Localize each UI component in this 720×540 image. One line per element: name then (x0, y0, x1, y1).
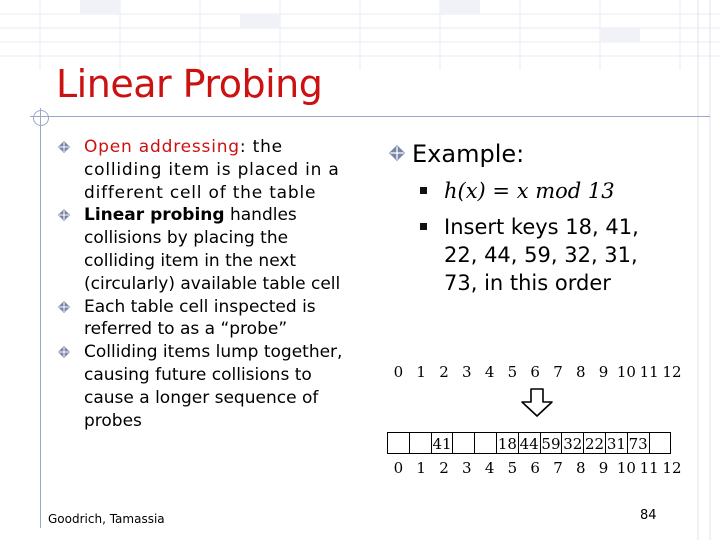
diamond-bullet-icon (58, 346, 70, 358)
right-edge-decoration (690, 0, 720, 540)
diamond-bullet-icon (58, 141, 70, 153)
table-index-row-bottom (387, 457, 683, 479)
table-cell: 41 (431, 432, 454, 454)
hash-function-text: h(x) = x mod 13 (444, 179, 615, 203)
index-label: 4 (484, 459, 495, 477)
bullet-text: handles collisions by placing the colliding item in the next (circularly) available table cell (84, 205, 341, 294)
index-label: 4 (484, 363, 495, 381)
diamond-bullet-icon (58, 209, 70, 221)
corner-circle-decoration (33, 110, 49, 126)
example-hash-function (420, 177, 615, 205)
footer-authors: Goodrich, Tamassia (48, 512, 165, 526)
example-heading: Example: (412, 140, 525, 168)
index-label: 5 (507, 459, 518, 477)
index-label: 12 (662, 459, 682, 477)
index-label: 0 (393, 459, 404, 477)
index-label: 11 (639, 459, 659, 477)
example-insert-keys (420, 213, 660, 297)
square-bullet-icon (420, 187, 427, 194)
index-label: 10 (616, 459, 636, 477)
square-bullet-icon (420, 223, 427, 230)
table-cell (409, 432, 432, 454)
index-label: 7 (553, 363, 563, 381)
table-cell: 44 (518, 432, 541, 454)
index-label: 8 (576, 363, 586, 381)
table-cell: 18 (496, 432, 519, 454)
index-label: 6 (530, 459, 540, 477)
bullet-lead: Open addressing (84, 137, 240, 157)
index-label: 8 (576, 459, 586, 477)
index-label: 11 (639, 363, 659, 381)
table-cell (452, 432, 475, 454)
table-cell: 22 (583, 432, 606, 454)
index-label: 9 (598, 459, 609, 477)
index-label: 12 (662, 363, 682, 381)
left-vertical-rule (40, 108, 41, 528)
slide-title: Linear Probing (56, 62, 323, 106)
index-label: 9 (598, 363, 609, 381)
table-cell: 59 (540, 432, 563, 454)
bullet-text: Each table cell inspected is referred to as a “probe” (84, 296, 316, 340)
title-underline (30, 116, 710, 117)
table-cell: 32 (561, 432, 584, 454)
table-cell: 73 (627, 432, 650, 454)
insert-keys-text: Insert keys 18, 41, 22, 44, 59, 32, 31, 73, in this order (444, 215, 639, 295)
table-cell: 31 (605, 432, 628, 454)
index-label: 2 (439, 459, 449, 477)
bullet-clustering (58, 341, 358, 432)
table-index-row-top (387, 361, 683, 383)
table-cell (387, 432, 410, 454)
page-number: 84 (640, 508, 657, 523)
index-label: 1 (416, 363, 426, 381)
index-label: 0 (393, 363, 404, 381)
index-label: 3 (462, 459, 472, 477)
index-label: 10 (616, 363, 636, 381)
bullet-list (58, 136, 358, 432)
table-cell (474, 432, 497, 454)
bullet-open-addressing (58, 136, 358, 204)
index-label: 5 (507, 363, 518, 381)
bullet-lead: Linear probing (84, 205, 225, 226)
index-label: 6 (530, 363, 540, 381)
bullet-text: : the colliding item is placed in a different cell of the table (84, 137, 340, 203)
diamond-bullet-icon (58, 301, 70, 313)
hash-table (388, 432, 671, 454)
down-arrow-icon (520, 388, 554, 418)
index-label: 3 (462, 363, 472, 381)
index-label: 7 (553, 459, 563, 477)
diamond-bullet-icon (389, 145, 405, 161)
bullet-linear-probing (58, 204, 358, 295)
bullet-probe (58, 296, 358, 342)
bullet-text: Colliding items lump together, causing future collisions to cause a longer sequence of probes (84, 342, 343, 431)
table-cell (649, 432, 672, 454)
index-label: 1 (416, 459, 426, 477)
background-grid-decoration (0, 0, 720, 70)
index-label: 2 (439, 363, 449, 381)
